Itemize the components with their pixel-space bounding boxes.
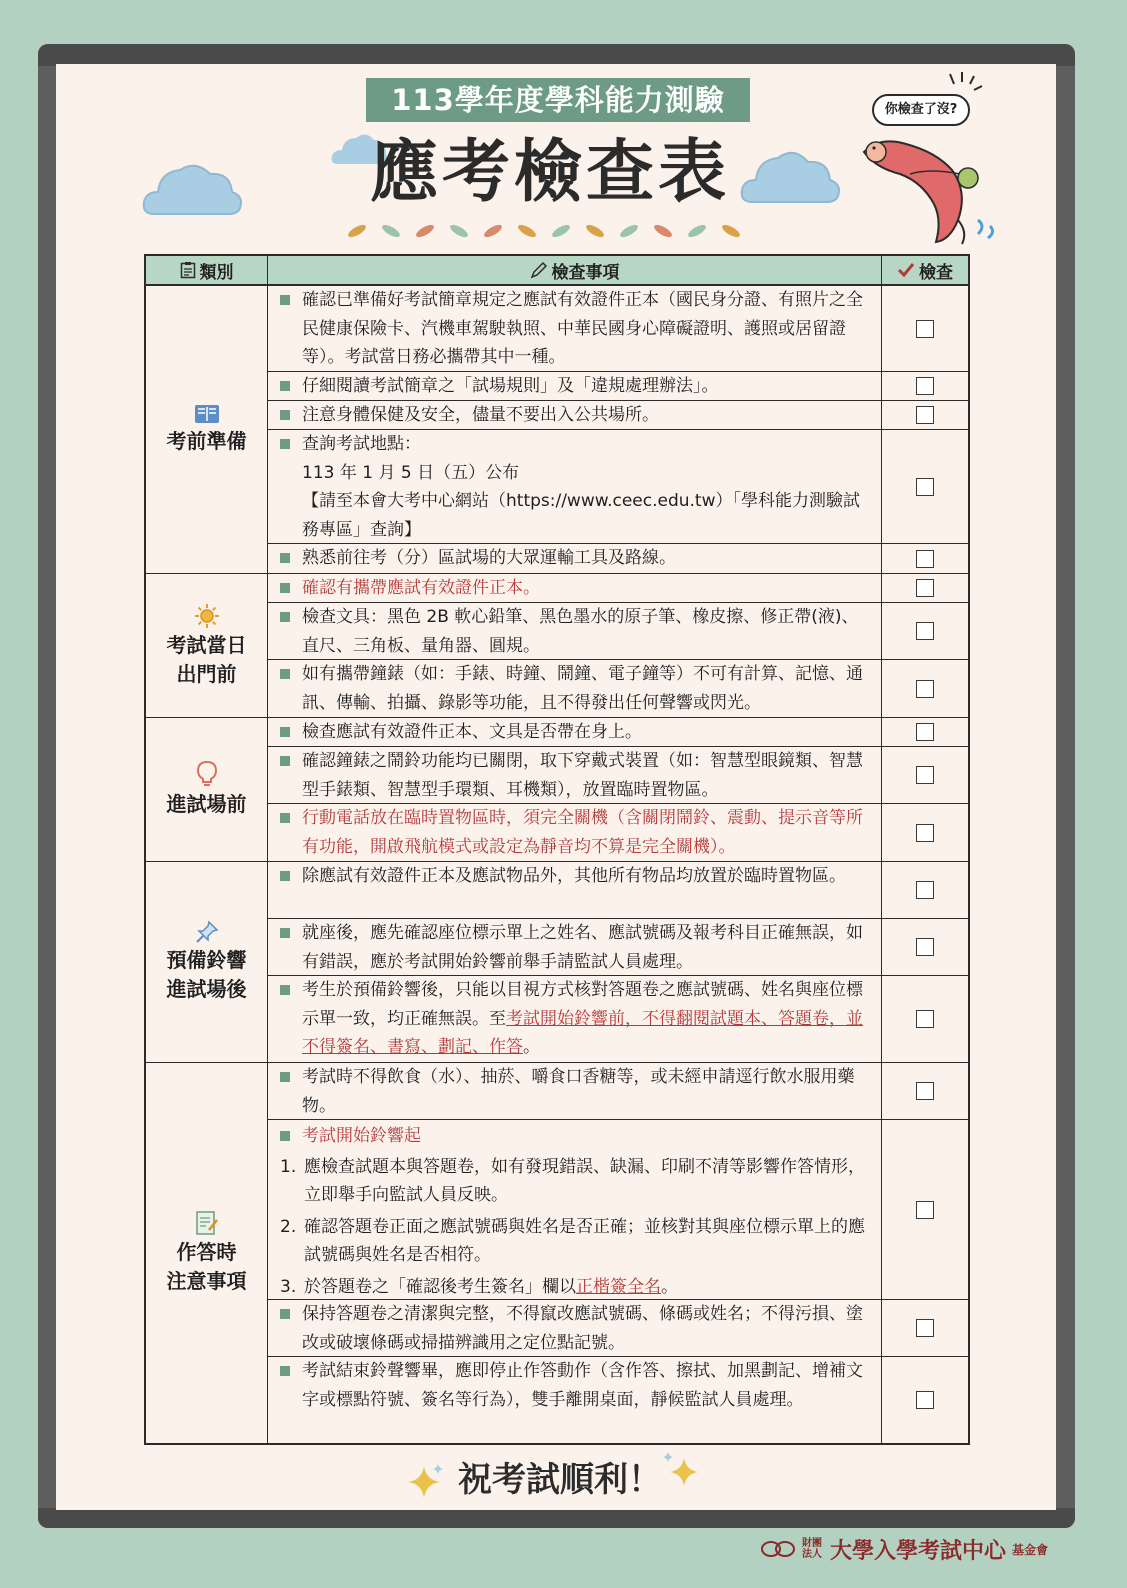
org-prefix: 財團法人 [802,1538,822,1560]
item-text: 查詢考試地點： [302,434,421,454]
category-cell [146,286,268,573]
sub-item-number: 2. [280,1216,297,1237]
table-row [268,718,968,747]
category-cell [146,862,268,1062]
table-row [268,401,968,430]
category-label-line2: 出門前 [176,661,237,686]
sparkle-left-icon [404,1462,444,1502]
item-text: 如有攜帶鐘錶（如：手錶、時鐘、鬧鐘、電子鐘等）不可有計算、記憶、通訊、傳輸、拍攝、錄影等功能，且不得發出任何聲響或閃光。 [302,664,863,713]
leaf-decoration-icon [345,222,765,240]
checkbox[interactable] [916,680,934,698]
sub-item-end: 。 [661,1276,678,1297]
table-header [146,256,968,286]
table-row [268,372,968,401]
sub-item-highlight: 正楷簽全名 [576,1276,661,1297]
checkbox[interactable] [916,1082,934,1100]
memo-icon [195,1210,219,1236]
sub-item-number: 3. [280,1276,297,1297]
checkbox[interactable] [916,1391,934,1409]
checkbox[interactable] [916,406,934,424]
group-before-exam [146,286,968,574]
sub-item-number: 1. [280,1156,297,1177]
category-label-line1: 預備鈴響 [166,948,247,972]
checkbox[interactable] [916,377,934,395]
table-row [268,603,968,660]
checklist-table [144,254,970,1445]
item-text: 檢查文具：黑色 2B 軟心鉛筆、黑色墨水的原子筆、橡皮擦、修正帶(液)、直尺、三角板、量角器、圓規。 [302,607,859,656]
sparkle-right-icon [660,1450,702,1492]
pushpin-icon [195,920,219,944]
checkbox[interactable] [916,478,934,496]
table-row [268,430,968,544]
item-text: 注意身體保健及安全，儘量不要出入公共場所。 [302,405,659,425]
checkbox[interactable] [916,938,934,956]
checkbox[interactable] [916,579,934,597]
page-title: 應考檢查表 [369,133,730,212]
ceec-logo-icon [760,1538,796,1560]
location-note: 【請至本會大考中心網站（https://www.ceec.edu.tw）「學科能力測驗試務專區」查詢】 [302,491,861,540]
sub-item [280,1273,871,1302]
table-row [268,286,968,372]
table-row [268,544,968,573]
item-text-highlight: 考試開始鈴響前，不得翻閱試題本、答題卷，並不得簽名、書寫、劃記、作答 [302,1008,863,1058]
item-text: 行動電話放在臨時置物區時，須完全關機（含關閉鬧鈴、震動、提示音等所有功能，開啟飛航模式或設定為靜音均不算是完全關機）。 [302,808,863,857]
item-text: 考生於預備鈴響後，只能以目視方式核對答題卷之應試號碼、姓名與座位標示單一致，均正確無誤。至 [302,980,863,1029]
table-row [268,660,968,717]
checkbox[interactable] [916,1010,934,1028]
table-row [268,1300,968,1357]
cloud-right-icon [738,142,842,206]
item-text: 考試時不得飲食（水）、抽菸、嚼食口香糖等，或未經申請逕行飲水服用藥物。 [302,1067,855,1116]
sub-item [280,1213,871,1270]
group-during-exam [146,1063,968,1443]
checkbox[interactable] [916,723,934,741]
table-row [268,976,968,1062]
item-text: 考試結束鈴聲響畢，應即停止作答動作（含作答、擦拭、加黑劃記、增補文字或標點符號、簽名等行為），雙手離開桌面，靜候監試人員處理。 [302,1361,863,1410]
pencil-icon [530,261,548,279]
clipboard-icon [180,261,196,279]
table-row [268,862,968,919]
speech-bubble: 你檢查了沒? [872,94,970,126]
table-row [268,1357,968,1443]
header-category [146,256,268,284]
header-item [268,256,882,284]
category-label-line1: 作答時 [176,1240,237,1264]
header-check [882,256,968,284]
checkbox[interactable] [916,1201,934,1219]
table-row [268,919,968,976]
header-category-label: 類別 [199,262,234,283]
category-label-line2: 注意事項 [166,1269,247,1293]
checkbox[interactable] [916,550,934,568]
item-text: 熟悉前往考（分）區試場的大眾運輸工具及路線。 [302,548,676,568]
header-item-label: 檢查事項 [551,262,620,283]
table-row [268,574,968,603]
table-row [268,747,968,804]
item-text: 檢查應試有效證件正本、文具是否帶在身上。 [302,722,642,742]
checkbox[interactable] [916,622,934,640]
group-after-entering [146,862,968,1063]
checkbox[interactable] [916,881,934,899]
item-text: 確認已準備好考試簡章規定之應試有效證件正本（國民身分證、有照片之全民健康保險卡、汽機車駕駛執照、中華民國身心障礙證明、護照或居留證等）。考試當日務必攜帶其中一種。 [302,290,863,368]
checkmark-icon [897,262,915,278]
sub-item-text: 應檢查試題本與答題卷，如有發現錯誤、缺漏、印刷不清等影響作答情形，立即舉手向監試人員反映。 [304,1156,865,1206]
sub-item [280,1153,871,1210]
title-banner: 113學年度學科能力測驗 [366,78,750,122]
table-row [268,1063,968,1120]
checkbox[interactable] [916,824,934,842]
sub-item-text: 確認答題卷正面之應試號碼與姓名是否正確；並核對其與座位標示單上的應試號碼與姓名是否相符。 [304,1216,865,1266]
whiteboard-rail-top [38,44,1075,66]
category-label-line2: 進試場後 [166,977,247,1001]
checkbox[interactable] [916,766,934,784]
item-text: 考試開始鈴響起 [302,1126,421,1146]
item-text: 保持答題卷之清潔與完整，不得竄改應試號碼、條碼或姓名；不得污損、塗改或破壞條碼或掃描辨識用之定位點記號。 [302,1304,863,1353]
whiteboard-rail-bottom [38,1508,1075,1528]
org-name: 大學入學考試中心 [830,1537,1007,1564]
lightbulb-icon [196,760,218,788]
sun-icon [194,603,220,629]
item-text: 仔細閱讀考試簡章之「試場規則」及「違規處理辦法」。 [302,376,719,396]
organization-logo [760,1532,1070,1566]
item-text: 就座後，應先確認座位標示單上之姓名、應試號碼及報考科目正確無誤，如有錯誤，應於考試開始鈴響前舉手請監試人員處理。 [302,923,863,972]
item-text: 確認有攜帶應試有效證件正本。 [302,578,540,598]
item-text: 除應試有效證件正本及應試物品外，其他所有物品均放置於臨時置物區。 [302,866,846,886]
category-label-line1: 考試當日 [166,632,247,657]
table-row [268,804,968,861]
org-suffix: 基金會 [1012,1542,1049,1557]
checkbox[interactable] [916,1319,934,1337]
group-exam-day [146,574,968,718]
table-row [268,1120,968,1300]
item-text: 確認鐘錶之鬧鈴功能均已關閉，取下穿戴式裝置（如：智慧型眼鏡類、智慧型手錶類、智慧型手環類、耳機類），放置臨時置物區。 [302,751,863,800]
cloud-left-icon [140,156,244,218]
category-cell [146,1063,268,1443]
header-check-label: 檢查 [919,262,953,283]
group-before-entering [146,718,968,862]
item-text-end: 。 [523,1037,540,1058]
checkbox[interactable] [916,320,934,338]
book-icon [194,403,220,425]
location-date: 113 年 1 月 5 日（五）公布 [302,462,520,483]
category-cell [146,718,268,861]
category-label: 考前準備 [166,429,247,453]
category-cell [146,574,268,717]
sub-item-text: 於答題卷之「確認後考生簽名」欄以 [304,1276,576,1297]
category-label: 進試場前 [166,792,247,816]
good-luck-text: 祝考試順利！ [458,1460,662,1500]
